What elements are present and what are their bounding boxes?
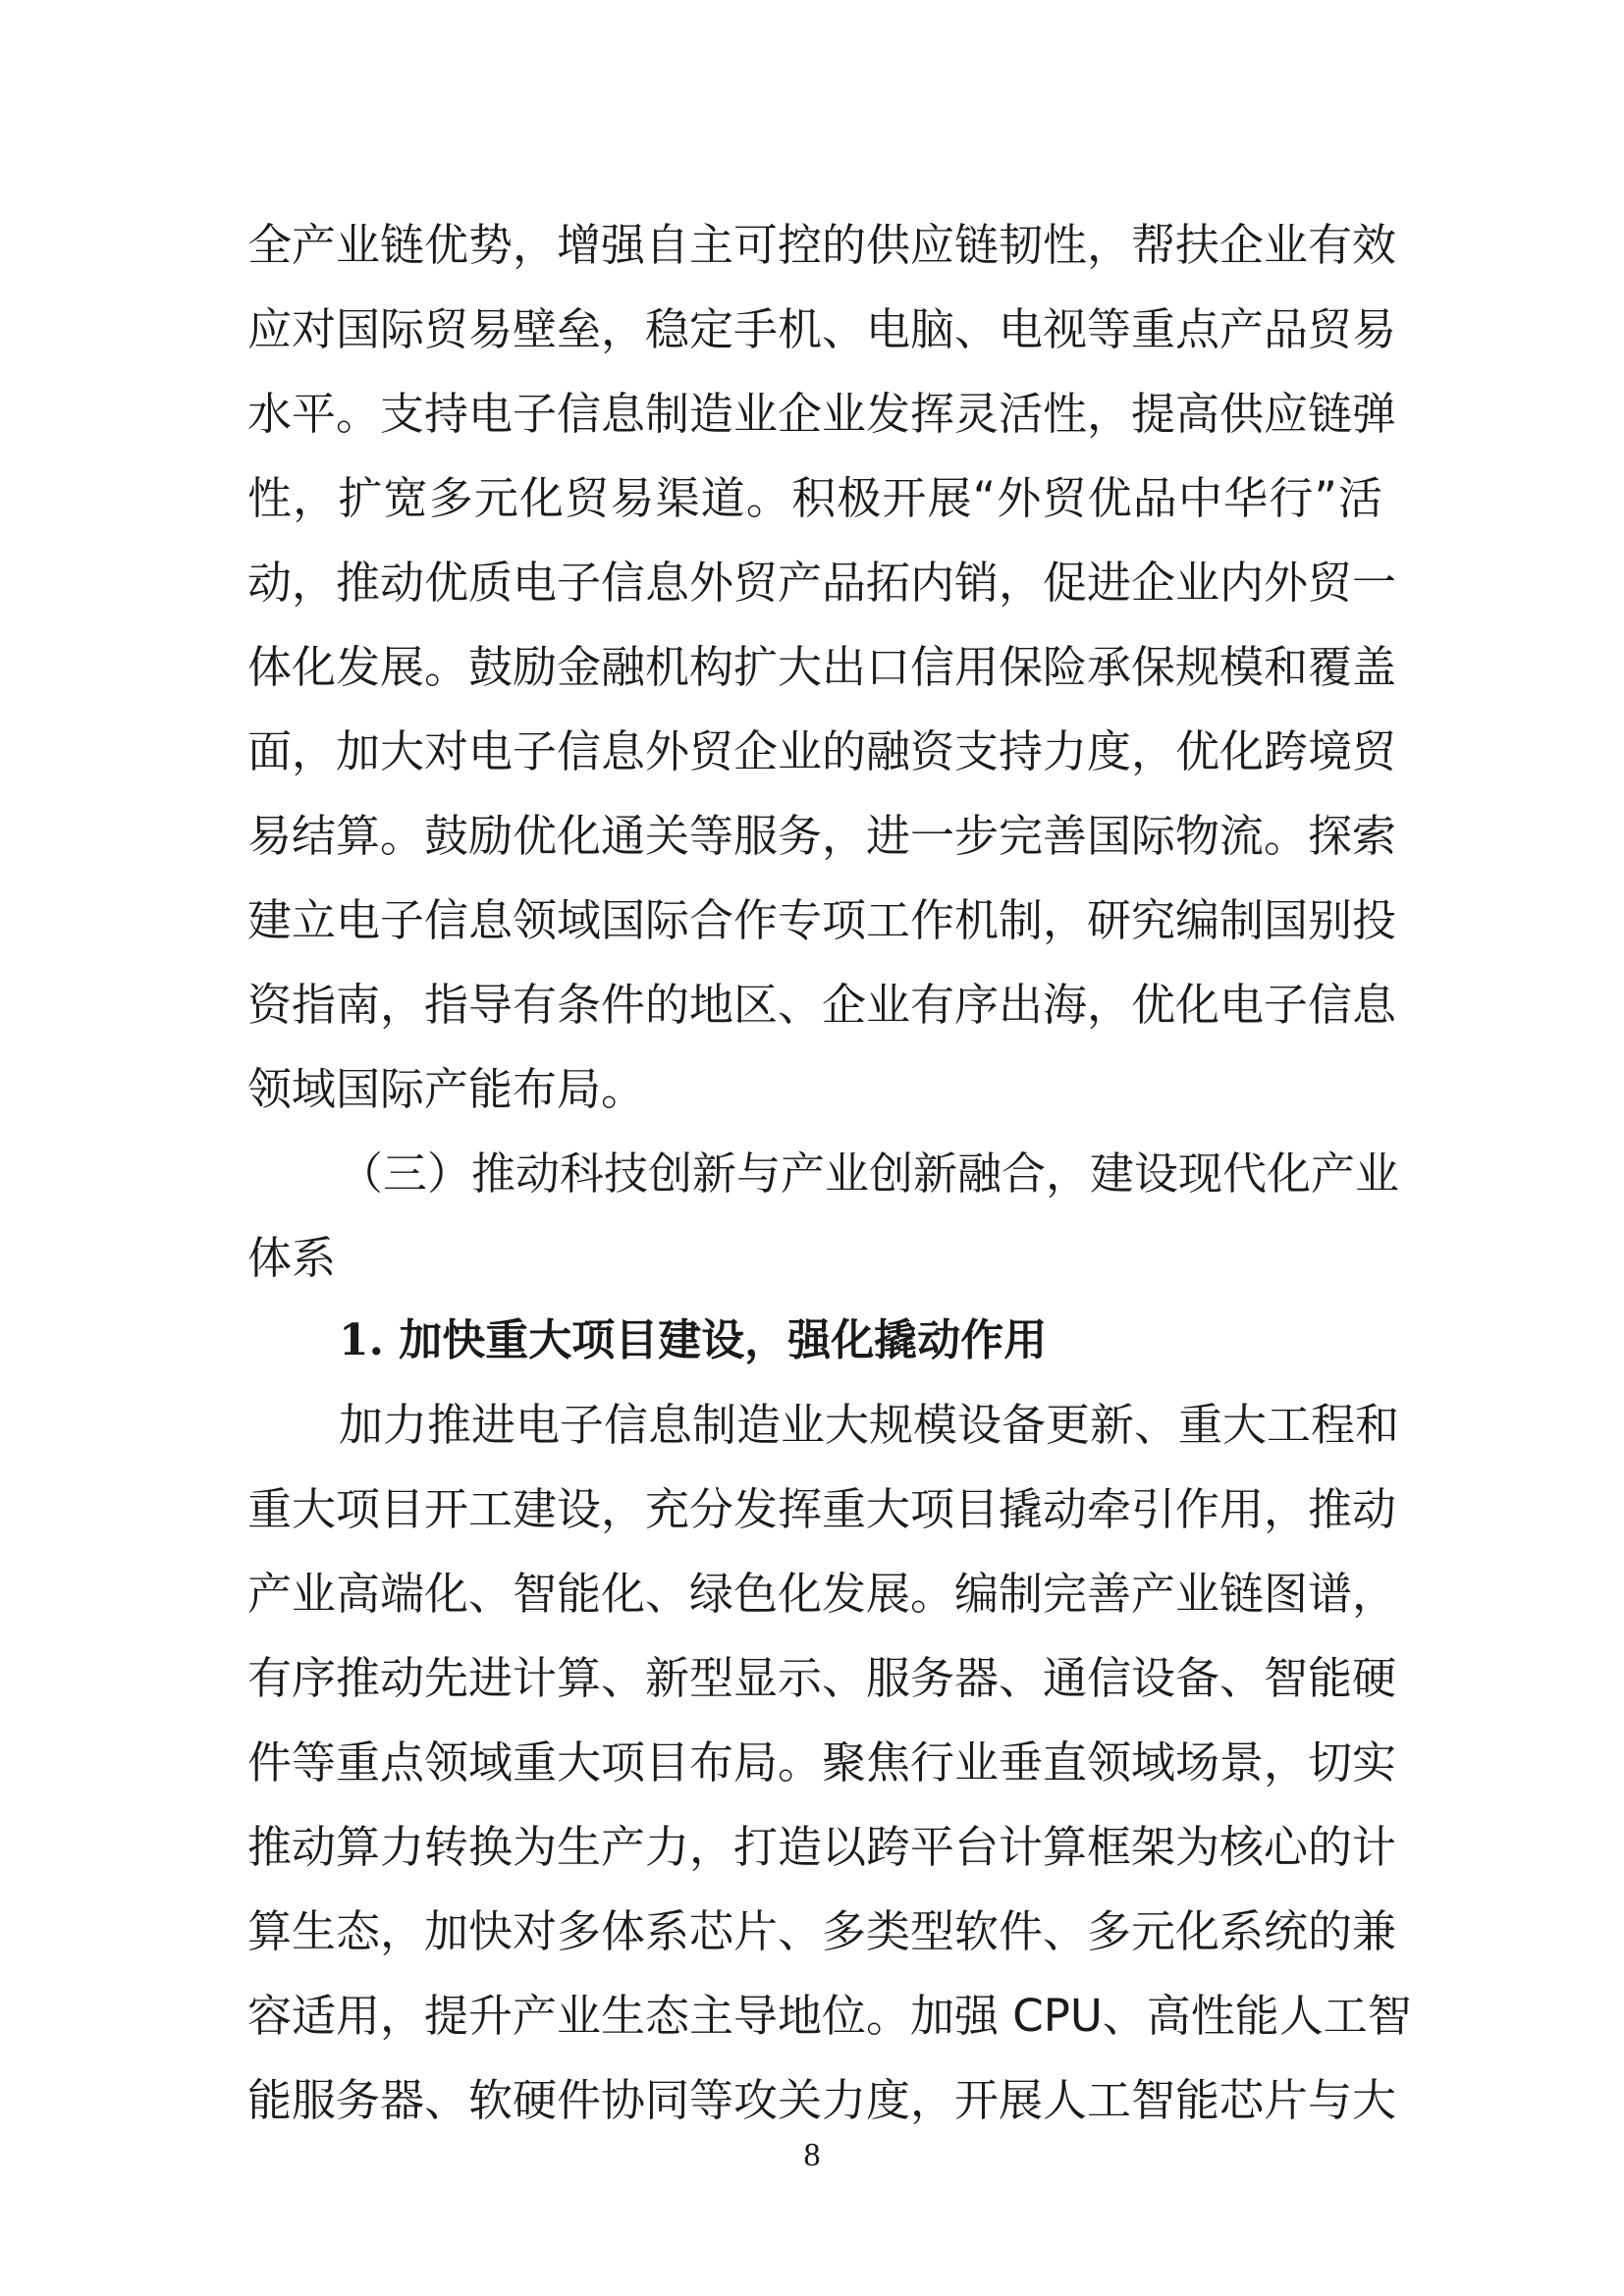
- text-line: 全产业链优势，增强自主可控的供应链韧性，帮扶企业有效: [247, 219, 1397, 271]
- text-line: 体化发展。鼓励金融机构扩大出口信用保险承保规模和覆盖: [247, 641, 1397, 693]
- text-line: 重大项目开工建设，充分发挥重大项目撬动牵引作用，推动: [247, 1483, 1397, 1535]
- text-line: 资指南，指导有条件的地区、企业有序出海，优化电子信息: [247, 979, 1397, 1031]
- section-heading-line: （三）推动科技创新与产业创新融合，建设现代化产业: [339, 1148, 1400, 1200]
- subheading: 1. 加快重大项目建设，强化撬动作用: [339, 1315, 1048, 1365]
- text-line: 面，加大对电子信息外贸企业的融资支持力度，优化跨境贸: [247, 725, 1397, 777]
- text-line: 应对国际贸易壁垒，稳定手机、电脑、电视等重点产品贸易: [247, 303, 1397, 355]
- text-line: 产业高端化、智能化、绿色化发展。编制完善产业链图谱，: [247, 1568, 1397, 1620]
- section-heading-line: 体系: [247, 1232, 337, 1284]
- text-line: 能服务器、软硬件协同等攻关力度，开展人工智能芯片与大: [247, 2074, 1397, 2126]
- text-line: 动，推动优质电子信息外贸产品拓内销，促进企业内外贸一: [247, 557, 1397, 609]
- text-line: 性，扩宽多元化贸易渠道。积极开展“外贸优品中华行”活: [247, 472, 1382, 524]
- text-line: 推动算力转换为生产力，打造以跨平台计算框架为核心的计: [247, 1821, 1397, 1873]
- text-line: 有序推动先进计算、新型显示、服务器、通信设备、智能硬: [247, 1652, 1397, 1704]
- text-line: 容适用，提升产业生态主导地位。加强 CPU、高性能人工智: [247, 1990, 1412, 2042]
- page-number: 8: [803, 2137, 821, 2173]
- text-line: 领域国际产能布局。: [247, 1063, 646, 1115]
- text-line: 件等重点领域重大项目布局。聚焦行业垂直领域场景，切实: [247, 1736, 1397, 1789]
- text-line: 水平。支持电子信息制造业企业发挥灵活性，提高供应链弹: [247, 388, 1397, 440]
- text-line: 加力推进电子信息制造业大规模设备更新、重大工程和: [339, 1399, 1400, 1451]
- text-line: 易结算。鼓励优化通关等服务，进一步完善国际物流。探索: [247, 810, 1397, 862]
- text-line: 建立电子信息领域国际合作专项工作机制，研究编制国别投: [247, 894, 1397, 946]
- text-line: 算生态，加快对多体系芯片、多类型软件、多元化系统的兼: [247, 1905, 1397, 1957]
